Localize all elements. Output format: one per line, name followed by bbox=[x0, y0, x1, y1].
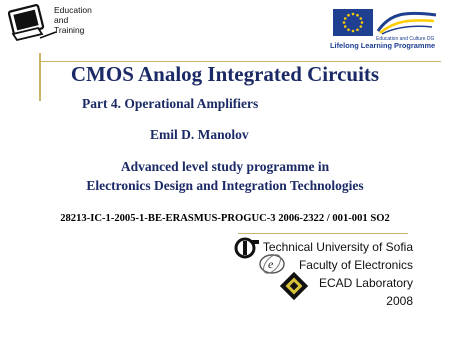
ecad-lab-logo-icon bbox=[280, 272, 308, 300]
eu-flag-icon bbox=[333, 9, 373, 36]
programme-line-1: Advanced level study programme in bbox=[120, 159, 330, 174]
year: 2008 bbox=[386, 294, 413, 308]
svg-text:e: e bbox=[268, 257, 274, 271]
lab-name: ECAD Laboratory bbox=[318, 276, 413, 290]
project-code: 28213-IC-1-2005-1-BE-ERASMUS-PROGUC-3 2006-2322 / 001-001 SO2 bbox=[60, 213, 390, 224]
education-training-logo-icon bbox=[8, 4, 60, 44]
slide-author: Emil D. Manolov bbox=[150, 127, 249, 142]
tu-sofia-logo-icon bbox=[234, 237, 260, 259]
university-name: Technical University of Sofia bbox=[262, 240, 413, 254]
faculty-name: Faculty of Electronics bbox=[298, 258, 413, 272]
logo-line-3: Training bbox=[54, 25, 85, 35]
education-culture-logo-icon bbox=[376, 9, 438, 36]
slide-title: CMOS Analog Integrated Circuits bbox=[70, 62, 380, 86]
programme-line-2: Electronics Design and Integration Technologies bbox=[86, 178, 364, 193]
eu-caption: Education and Culture DG bbox=[376, 36, 435, 42]
education-training-label bbox=[54, 5, 92, 35]
logo-line-1: Education bbox=[54, 5, 92, 15]
slide-part: Part 4. Operational Amplifiers bbox=[82, 96, 259, 111]
lifelong-learning-label: Lifelong Learning Programme bbox=[330, 41, 436, 50]
logo-line-2: and bbox=[54, 15, 69, 25]
code-bottom-rule bbox=[238, 233, 408, 234]
